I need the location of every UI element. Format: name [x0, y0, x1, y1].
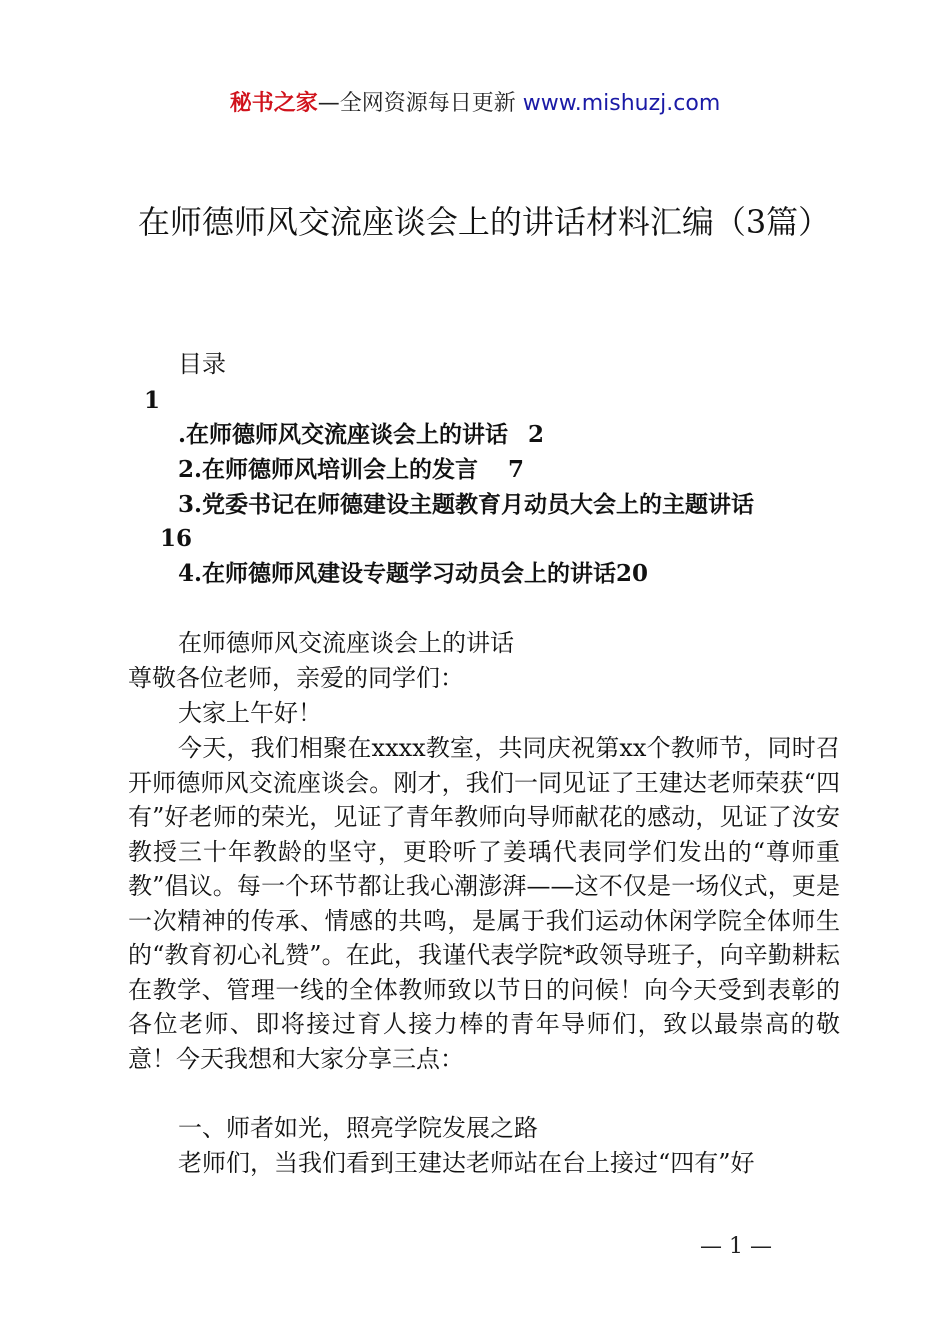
toc-item-3[interactable]: [178, 488, 754, 522]
document-title: 在师德师风交流座谈会上的讲话材料汇编（3篇）: [137, 203, 831, 241]
page-number: — 1 —: [700, 1234, 772, 1259]
toc-item-3-page: 16: [160, 525, 193, 552]
toc-item-3-page-line[interactable]: [160, 522, 192, 556]
article-greeting: 大家上午好！: [178, 699, 322, 727]
article-heading: 在师德师风交流座谈会上的讲话: [178, 629, 514, 657]
banner-brand: 秘书之家: [229, 91, 318, 116]
toc-item-4-page: 20: [616, 560, 649, 587]
article-paragraph-2: 老师们，当我们看到王建达老师站在台上接过“四有”好: [178, 1149, 755, 1177]
toc-item-1-number[interactable]: [144, 384, 160, 418]
toc-item-4[interactable]: [178, 557, 648, 591]
toc-item-1-num: 1: [144, 387, 161, 414]
article-section-1-heading: 一、师者如光，照亮学院发展之路: [178, 1114, 538, 1142]
banner-slogan: —全网资源每日更新: [317, 91, 516, 116]
toc-item-2-page: 7: [508, 456, 525, 483]
toc-item-2-label: 2.在师德师风培训会上的发言: [178, 456, 479, 483]
article-salutation: 尊敬各位老师，亲爱的同学们：: [128, 664, 464, 692]
toc-item-3-label: 3.党委书记在师德建设主题教育月动员大会上的主题讲话: [178, 491, 755, 518]
article-paragraph-1: 今天，我们相聚在xxxx教室，共同庆祝第xx个教师节，同时召开师德师风交流座谈会。刚才，我们一同见证了王建达老师荣获“四有”好老师的荣光，见证了青年教师向导师献花的感动，见证了汝安教授三十年教龄的坚守，更聆听了姜瑀代表同学们发出的“尊师重教”倡议。每一个环节都让我心潮澎湃——这不仅是一场仪式，更是一次精神的传承、情感的共鸣，是属于我们运动休闲学院全体师生的“教育初心礼赞”。在此，我谨代表学院*政领导班子，向辛勤耕耘在教学、管理一线的全体教师致以节日的问候！向今天受到表彰的各位老师、即将接过育人接力棒的青年导师们，致以最崇高的敬意！今天我想和大家分享三点：: [128, 734, 840, 1073]
toc-item-1-label: .在师德师风交流座谈会上的讲话: [178, 421, 509, 448]
toc-heading: 目录: [178, 350, 226, 378]
toc-item-1-page: 2: [528, 421, 545, 448]
banner-url[interactable]: www.mishuzj.com: [522, 91, 721, 116]
toc-item-2[interactable]: [178, 453, 524, 487]
toc-item-4-label: 4.在师德师风建设专题学习动员会上的讲话: [178, 560, 617, 587]
site-banner: [0, 88, 950, 120]
toc-item-1[interactable]: [178, 418, 544, 452]
